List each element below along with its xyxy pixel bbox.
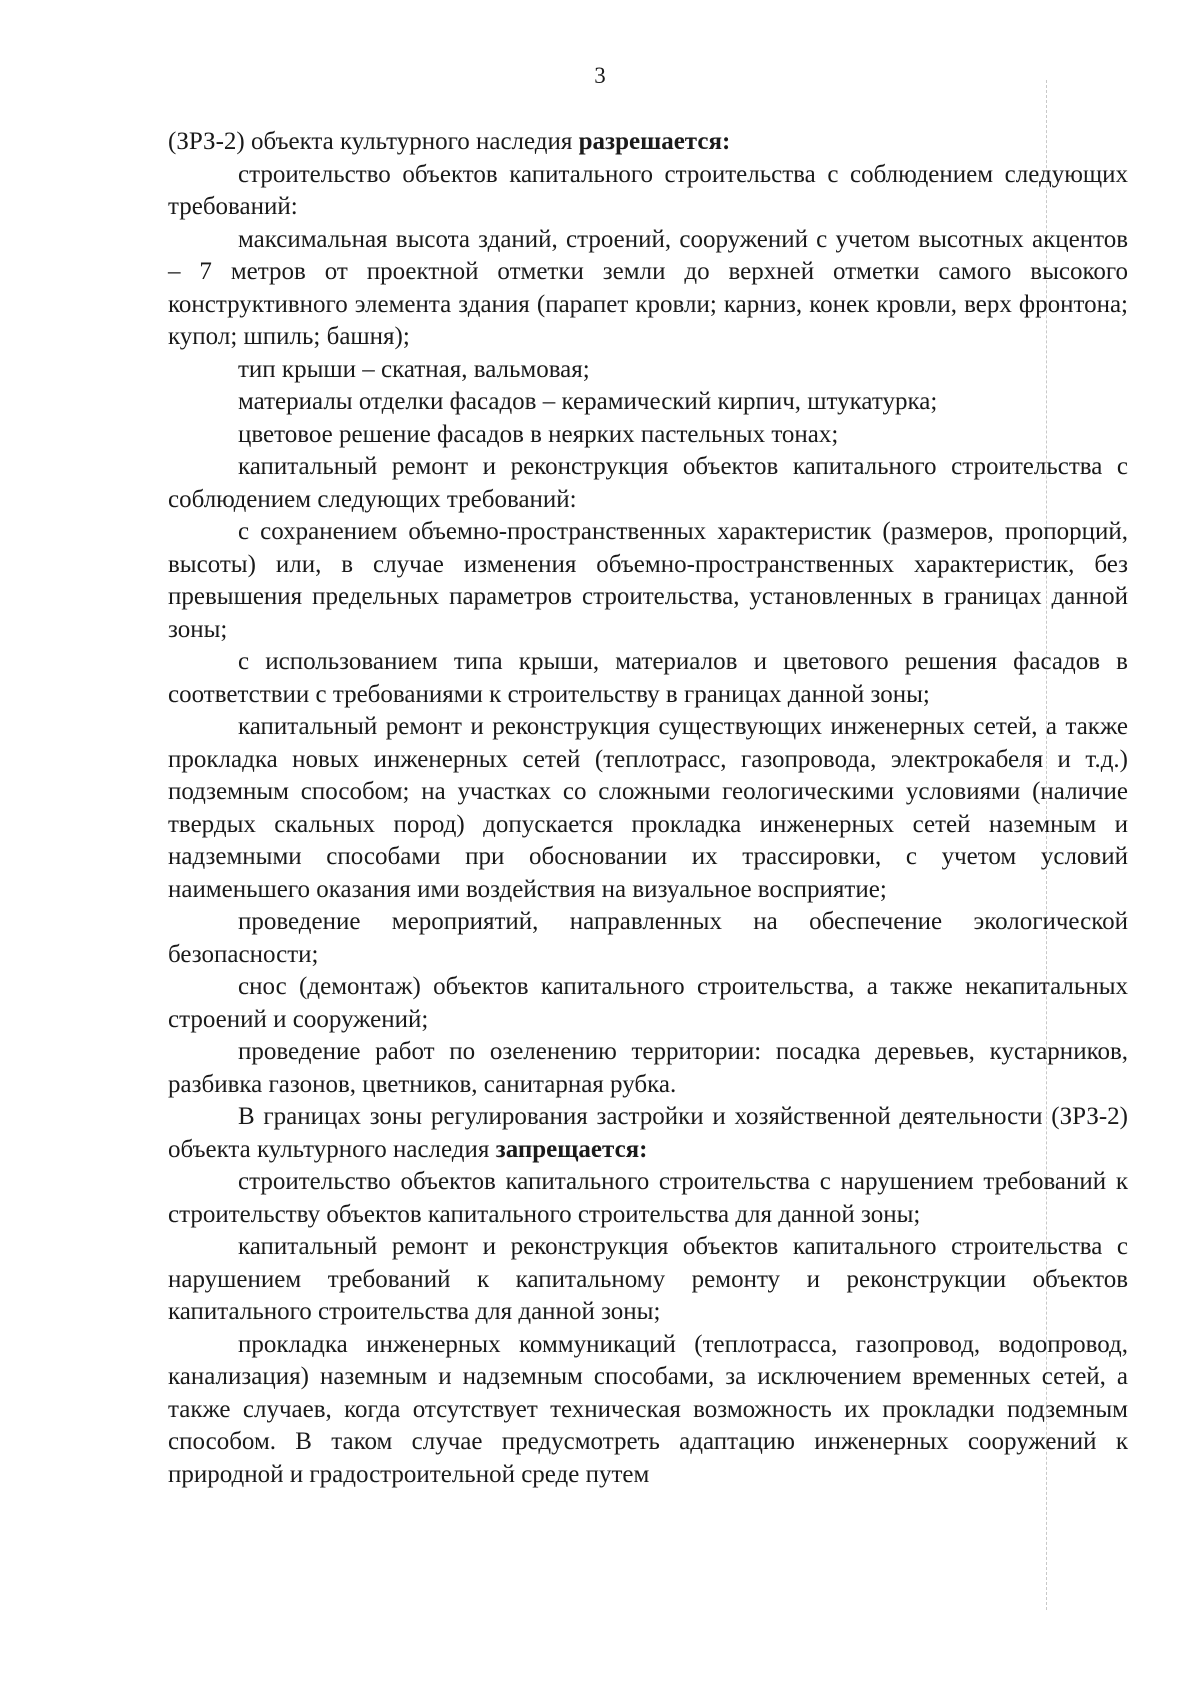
paragraph	[168, 354, 1128, 387]
paragraph	[168, 451, 1128, 516]
paragraph-text: с использованием типа крыши, материалов и цветового решения фасадов в соответствии с требованиями к строительству в границах данной зоны;	[168, 648, 1128, 708]
bold-keyword: запрещается:	[495, 1135, 648, 1163]
paragraph-text: с сохранением объемно-пространственных характеристик (размеров, пропорций, высоты) или, в случае изменения объемно-пространственных характеристик, без превышения предельных параметров строительства, установленных в границах данной зоны;	[168, 518, 1128, 643]
paragraph	[168, 906, 1128, 971]
paragraph-text: капитальный ремонт и реконструкция существующих инженерных сетей, а также прокладка новых инженерных сетей (теплотрасс, газопровода, электрокабеля и т.д.) подземным способом; на участках со сложными геологическими условиями (наличие твердых скальных пород) допускается прокладка инженерных сетей наземным и надземными способами при обосновании их трассировки, с учетом условий наименьшего оказания ими воздействия на визуальное восприятие;	[168, 713, 1128, 903]
paragraph	[168, 1036, 1128, 1101]
paragraph	[168, 419, 1128, 452]
paragraph-text: прокладка инженерных коммуникаций (теплотрасса, газопровод, водопровод, канализация) наземным и надземным способами, за исключением временных сетей, а также случаев, когда отсутствует техническая возможность их прокладки подземным способом. В таком случае предусмотреть адаптацию инженерных сооружений к природной и градостроительной среде путем	[168, 1330, 1128, 1488]
page-number: 3	[594, 63, 606, 88]
paragraph	[168, 126, 1128, 159]
paragraph-text: тип крыши – скатная, вальмовая;	[238, 355, 590, 383]
paragraph	[168, 971, 1128, 1036]
paragraph-text: (ЗРЗ-2) объекта культурного наследия	[168, 128, 579, 155]
paragraph	[168, 711, 1128, 906]
paragraph-text: снос (демонтаж) объектов капитального строительства, а также некапитальных строений и сооружений;	[168, 973, 1128, 1033]
document-body	[168, 126, 1128, 1491]
paragraph-text: В границах зоны регулирования застройки и хозяйственной деятельности (ЗРЗ-2) объекта культурного наследия	[168, 1103, 1128, 1163]
paragraph	[168, 224, 1128, 354]
paragraph	[168, 1231, 1128, 1329]
paragraph-text: строительство объектов капитального строительства с соблюдением следующих требований:	[168, 160, 1128, 220]
paragraph	[168, 1166, 1128, 1231]
paragraph	[168, 1329, 1128, 1492]
bold-keyword: разрешается:	[578, 128, 731, 155]
paragraph	[168, 1101, 1128, 1166]
paragraph-text: капитальный ремонт и реконструкция объектов капитального строительства с соблюдением следующих требований:	[168, 453, 1128, 513]
paragraph-text: проведение мероприятий, направленных на обеспечение экологической безопасности;	[168, 908, 1128, 968]
paragraph	[168, 646, 1128, 711]
paragraph-text: цветовое решение фасадов в неярких пастельных тонах;	[238, 420, 839, 448]
paragraph-text: материалы отделки фасадов – керамический кирпич, штукатурка;	[238, 388, 938, 415]
paragraph	[168, 159, 1128, 224]
paragraph-text: проведение работ по озеленению территории: посадка деревьев, кустарников, разбивка газонов, цветников, санитарная рубка.	[168, 1038, 1128, 1098]
paragraph-text: капитальный ремонт и реконструкция объектов капитального строительства с нарушением требований к капитальному ремонту и реконструкции объектов капитального строительства для данной зоны;	[168, 1233, 1128, 1325]
paragraph	[168, 386, 1128, 419]
paragraph-text: строительство объектов капитального строительства с нарушением требований к строительству объектов капитального строительства для данной зоны;	[168, 1168, 1128, 1228]
paragraph	[168, 516, 1128, 646]
paragraph-text: максимальная высота зданий, строений, сооружений с учетом высотных акцентов – 7 метров от проектной отметки земли до верхней отметки самого высокого конструктивного элемента здания (парапет кровли; карниз, конек кровли, верх фронтона; купол; шпиль; башня);	[168, 225, 1128, 350]
